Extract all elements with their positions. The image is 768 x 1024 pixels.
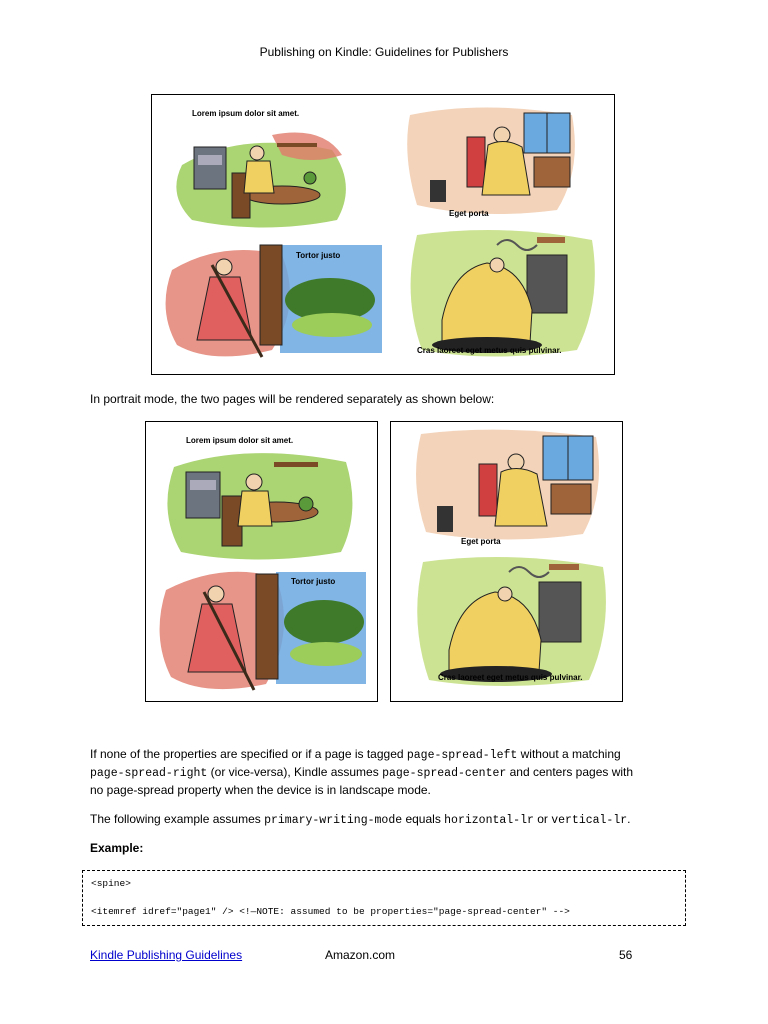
illustration-woman-at-coat-rack [407, 108, 575, 215]
landscape-spread-figure [151, 94, 615, 375]
text-segment: The following example assumes [90, 812, 265, 826]
writing-mode-paragraph [90, 811, 690, 829]
illustration-woman-sweeping [166, 245, 382, 357]
portrait-intro-text: In portrait mode, the two pages will be rendered separately as shown below: [90, 392, 495, 406]
right-page-illustration [391, 422, 624, 703]
caption-top-right: Eget porta [461, 537, 501, 546]
text-segment: no page-spread property when the device is in landscape mode. [90, 783, 431, 797]
text-segment: (or vice-versa), Kindle assumes [207, 765, 383, 779]
portrait-left-page [145, 421, 378, 702]
illustration-woman-at-stove [417, 557, 606, 686]
page-number: 56 [619, 948, 633, 962]
illustration-woman-at-table [176, 133, 346, 228]
page-header: Publishing on Kindle: Guidelines for Publishers [259, 45, 509, 59]
footer-publisher: Amazon.com [325, 948, 396, 962]
caption-top-left: Lorem ipsum dolor sit amet. [186, 436, 294, 445]
caption-bottom-right: Cras laoreet eget metus quis pulvinar. [438, 673, 583, 682]
code-example-box [82, 870, 686, 926]
example-label: Example: [90, 841, 144, 855]
text-segment: equals [402, 812, 445, 826]
caption-bottom-left: Tortor justo [296, 251, 341, 260]
text-segment: and centers pages with [506, 765, 634, 779]
code-page-spread-left: page-spread-left [406, 749, 518, 762]
caption-top-right: Eget porta [449, 209, 489, 218]
footer-link-wrapper [90, 948, 242, 962]
caption-bottom-right: Cras laoreet eget metus quis pulvinar. [417, 346, 562, 355]
caption-top-left: Lorem ipsum dolor sit amet. [192, 109, 300, 118]
code-page-spread-right: page-spread-right [90, 767, 208, 780]
left-page-illustration [146, 422, 379, 703]
text-segment: or [533, 812, 552, 826]
illustration-woman-sweeping [160, 572, 366, 690]
illustration-woman-at-stove [411, 230, 595, 356]
code-page-spread-center: page-spread-center [382, 767, 507, 780]
code-line-spine: <spine> [91, 878, 131, 889]
code-horizontal-lr: horizontal-lr [444, 814, 534, 827]
text-segment: If none of the properties are specified or if a page is tagged [90, 747, 407, 761]
illustration-woman-at-coat-rack [416, 430, 599, 540]
text-segment: without a matching [517, 747, 621, 761]
illustration-woman-at-table [167, 453, 352, 559]
page-spread-paragraph [90, 746, 690, 799]
portrait-right-page [390, 421, 623, 702]
text-segment: . [627, 812, 631, 826]
footer-guidelines-link[interactable]: Kindle Publishing Guidelines [90, 948, 243, 962]
code-vertical-lr: vertical-lr [551, 814, 628, 827]
caption-bottom-left: Tortor justo [291, 577, 336, 586]
code-line-itemref: <itemref idref="page1" /> <!—NOTE: assumed to be properties="page-spread-center" --> [91, 906, 570, 917]
code-primary-writing-mode: primary-writing-mode [264, 814, 403, 827]
spread-illustration [152, 95, 616, 376]
